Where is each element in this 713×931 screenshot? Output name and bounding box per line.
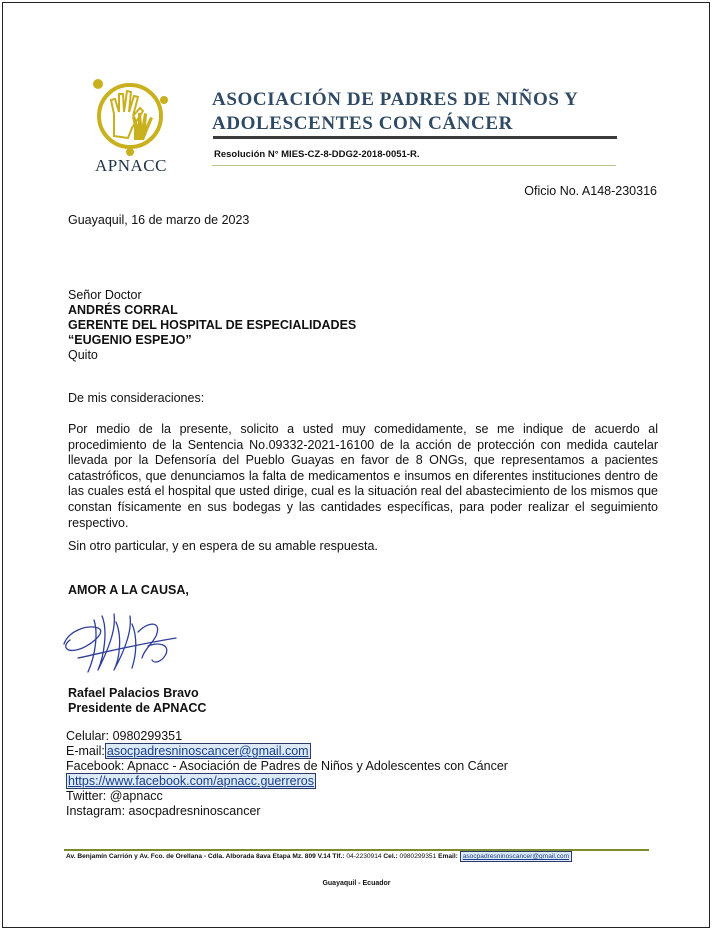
- footer-tlf-label: Tlf.:: [332, 853, 345, 860]
- footer-email-label: Email:: [438, 853, 458, 860]
- cell-label: Celular:: [66, 729, 110, 743]
- recipient-name: ANDRÉS CORRAL: [68, 303, 178, 317]
- email-label: E-mail:: [66, 744, 105, 758]
- facebook-link[interactable]: https://www.facebook.com/apnacc.guerreros: [68, 774, 314, 788]
- facebook-line: [66, 759, 508, 774]
- header-rule: [213, 136, 617, 139]
- header-rule-green: [212, 165, 616, 166]
- organization-name: [212, 88, 632, 136]
- motto: AMOR A LA CAUSA,: [68, 583, 189, 597]
- email-link[interactable]: asocpadresninoscancer@gmail.com: [106, 744, 309, 758]
- cell-number: 0980299351: [112, 729, 183, 743]
- signer-title: Presidente de APNACC: [68, 701, 207, 715]
- recipient-position: GERENTE DEL HOSPITAL DE ESPECIALIDADES: [68, 318, 357, 332]
- greeting: De mis consideraciones:: [68, 391, 205, 405]
- resolution-number: Resolución N° MIES-CZ-8-DDG2-2018-0051-R.: [214, 149, 420, 160]
- footer-address-line: [66, 853, 572, 860]
- recipient-salutation: Señor Doctor: [68, 288, 142, 302]
- recipient-city: Quito: [68, 348, 98, 362]
- footer-city: Guayaquil - Ecuador: [322, 880, 391, 887]
- recipient-block: [68, 288, 356, 363]
- oficio-number: Oficio No. A148-230316: [524, 184, 657, 198]
- body-paragraph: Por medio de la presente, solicito a usted muy comedidamente, se me indique de acuerdo al procedimiento de la Sentencia No.09332-2021-16100 de la acción de protección con medida cautelar llevada por la Defensoría del Pueblo Guayas en favor de 8 ONGs, que representamos a pacientes catastróficos, que denunciamos la falta de medicamentos e insumos en diferentes instituciones dentro de las cuales está el hospital que usted dirige, cual es la situación real del abastecimiento de los mismos que constan físicamente en sus bodegas y las cantidades específicas, para poder realizar el seguimiento respectivo.: [68, 422, 658, 530]
- footer-email-link[interactable]: asocpadresninoscancer@gmail.com: [462, 853, 570, 860]
- contact-block: [66, 729, 508, 819]
- organization-name-line2: ADOLESCENTES CON CÁNCER: [212, 113, 513, 134]
- facebook-label: Facebook:: [66, 759, 125, 773]
- facebook-url-line: [66, 774, 508, 789]
- twitter-handle: @apnacc: [109, 789, 163, 803]
- signer-name: Rafael Palacios Bravo: [68, 686, 199, 700]
- instagram-label: Instagram:: [66, 804, 126, 818]
- footer-cel: 0980299351: [399, 853, 437, 860]
- signer-block: [68, 686, 206, 716]
- recipient-hospital: “EUGENIO ESPEJO”: [68, 333, 192, 347]
- cell-line: [66, 729, 508, 744]
- handwritten-signature: [58, 602, 186, 682]
- logo-wordmark: APNACC: [95, 156, 167, 175]
- footer-address: Av. Benjamín Carrión y Av. Fco. de Orellana - Cdla. Alborada 8ava Etapa Mz. 809 V.14: [66, 853, 331, 860]
- organization-name-line1: ASOCIACIÓN DE PADRES DE NIÑOS Y: [212, 89, 579, 110]
- instagram-line: [66, 804, 508, 819]
- instagram-handle: asocpadresninoscancer: [128, 804, 261, 818]
- email-line: [66, 744, 508, 759]
- facebook-name: Apnacc - Asociación de Padres de Niños y Adolescentes con Cáncer: [127, 759, 508, 773]
- footer-cel-label: Cel.:: [383, 853, 398, 860]
- footer-tlf: 04-2230914: [346, 853, 382, 860]
- twitter-line: [66, 789, 508, 804]
- date-line: Guayaquil, 16 de marzo de 2023: [68, 213, 250, 227]
- twitter-label: Twitter:: [66, 789, 107, 803]
- closing-line: Sin otro particular, y en espera de su amable respuesta.: [68, 539, 378, 553]
